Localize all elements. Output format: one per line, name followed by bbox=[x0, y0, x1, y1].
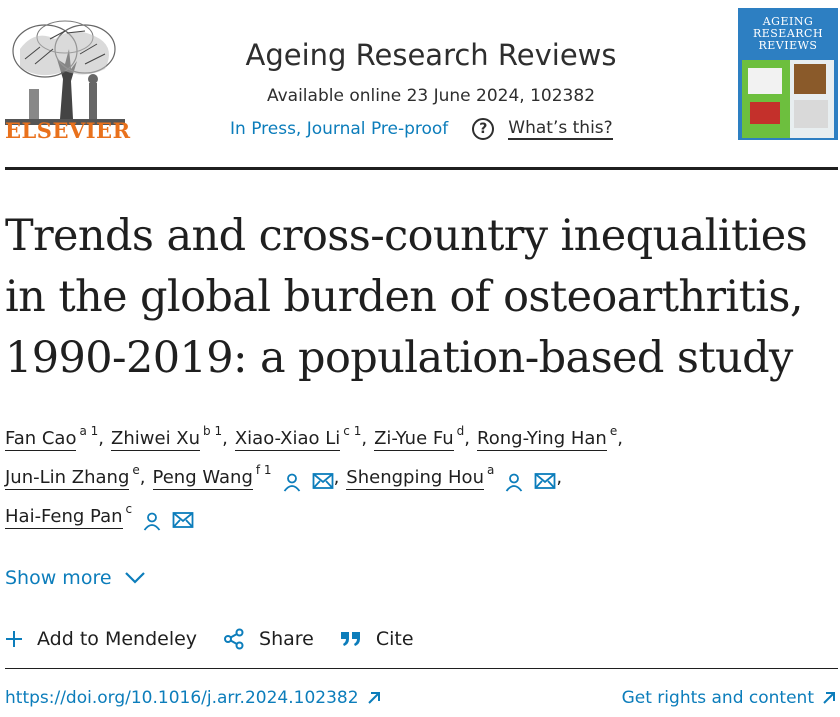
article-actions bbox=[5, 628, 440, 650]
author-link[interactable]: Shengping Hou bbox=[346, 467, 484, 488]
author-link[interactable]: Hai-Feng Pan bbox=[5, 506, 123, 527]
mail-icon[interactable] bbox=[534, 472, 556, 495]
mail-icon[interactable] bbox=[312, 472, 334, 495]
quote-icon bbox=[340, 630, 362, 648]
authors-row-3 bbox=[5, 502, 194, 531]
get-rights-link[interactable] bbox=[622, 688, 836, 708]
journal-cover-image[interactable] bbox=[738, 8, 838, 140]
add-to-mendeley-button[interactable] bbox=[5, 628, 197, 650]
in-press-link[interactable]: In Press, Journal Pre-proof bbox=[230, 119, 449, 139]
author-affiliation[interactable]: f 1 bbox=[255, 463, 272, 477]
author-link[interactable]: Zi-Yue Fu bbox=[374, 428, 454, 449]
cover-title-text: AGEING RESEARCH REVIEWS bbox=[752, 15, 824, 52]
share-icon bbox=[223, 628, 245, 650]
share-label: Share bbox=[259, 628, 314, 650]
author-affiliation[interactable]: d bbox=[456, 424, 465, 438]
header-divider bbox=[5, 167, 838, 170]
article-title: Trends and cross-country inequalities in the global burden of osteoarthritis, 1990-2019: a population-based study bbox=[5, 211, 808, 383]
elsevier-wordmark[interactable]: ELSEVIER bbox=[5, 118, 131, 143]
actions-divider bbox=[5, 668, 838, 669]
author-affiliation[interactable]: a 1 bbox=[79, 424, 99, 438]
author-link[interactable]: Peng Wang bbox=[152, 467, 253, 488]
authors-row-2: Jun-Lin Zhang e , Peng Wang f 1 , Shengping Hou a , bbox=[5, 467, 562, 492]
journal-title[interactable]: Ageing Research Reviews bbox=[245, 38, 617, 72]
cover-title bbox=[738, 16, 838, 52]
external-link-icon bbox=[822, 691, 836, 705]
share-button[interactable] bbox=[223, 628, 314, 650]
author-affiliation[interactable]: e bbox=[609, 424, 618, 438]
help-circle-icon[interactable]: ? bbox=[472, 118, 494, 140]
author-affiliation[interactable]: c bbox=[125, 502, 133, 516]
status-row bbox=[230, 118, 613, 140]
plus-icon bbox=[5, 630, 23, 648]
mail-icon[interactable] bbox=[172, 511, 194, 534]
person-icon[interactable] bbox=[142, 511, 162, 536]
cite-button[interactable] bbox=[340, 628, 414, 650]
chevron-down-icon bbox=[124, 571, 146, 585]
author-link[interactable]: Zhiwei Xu bbox=[111, 428, 201, 449]
author-link[interactable]: Rong-Ying Han bbox=[477, 428, 607, 449]
add-to-mendeley-label: Add to Mendeley bbox=[37, 628, 198, 650]
show-more-button[interactable] bbox=[5, 567, 146, 589]
available-online-date: Available online 23 June 2024, 102382 bbox=[266, 86, 596, 106]
doi-text: https://doi.org/10.1016/j.arr.2024.102382 bbox=[5, 688, 359, 708]
person-icon[interactable] bbox=[282, 472, 302, 497]
doi-link[interactable] bbox=[5, 688, 381, 708]
author-link[interactable]: Jun-Lin Zhang bbox=[5, 467, 130, 488]
person-icon[interactable] bbox=[504, 472, 524, 497]
get-rights-text: Get rights and content bbox=[621, 688, 814, 708]
cite-label: Cite bbox=[375, 628, 414, 650]
author-affiliation[interactable]: c 1 bbox=[343, 424, 362, 438]
authors-row-1: Fan Cao a 1 , Zhiwei Xu b 1 , Xiao-Xiao Li c 1 , Zi-Yue Fu d , Rong-Ying Han e , bbox=[5, 424, 623, 449]
author-affiliation[interactable]: b 1 bbox=[203, 424, 223, 438]
author-link[interactable]: Fan Cao bbox=[5, 428, 77, 449]
external-link-icon bbox=[367, 691, 381, 705]
author-link[interactable]: Xiao-Xiao Li bbox=[234, 428, 341, 449]
whats-this-link[interactable]: What’s this? bbox=[508, 118, 613, 138]
author-affiliation[interactable]: e bbox=[132, 463, 140, 477]
author-affiliation[interactable]: a bbox=[486, 463, 495, 477]
show-more-label: Show more bbox=[5, 567, 112, 589]
